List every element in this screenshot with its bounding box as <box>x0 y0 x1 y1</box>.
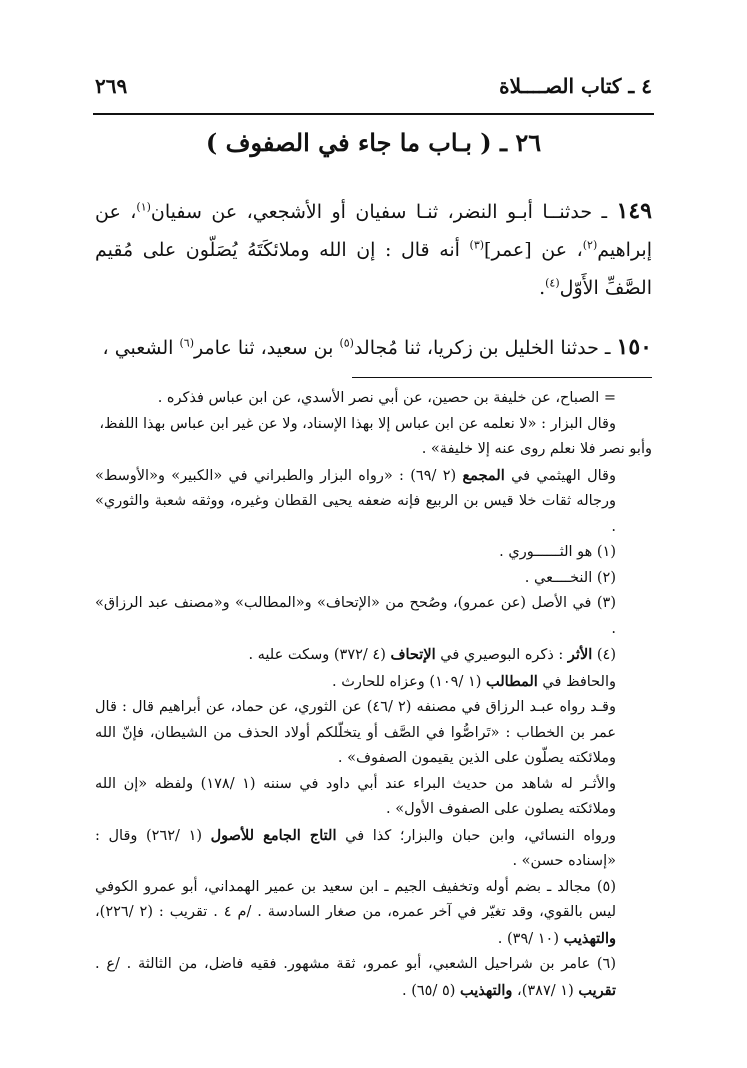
footnote-ref: (١) <box>136 200 151 214</box>
footnote-bazzar: وقال البزار : «لا نعلمه عن ابن عباس إلا بهذا الإسناد، ولا عن غير ابن عباس بهذا اللفظ، <box>99 415 616 432</box>
footnote-2: (٢) النخــــعي . <box>524 569 616 586</box>
footnote-4: (٤) الأثر : ذكره البوصيري في الإتحاف (٤ /٣٧٢) وسكت عليه . <box>248 646 616 663</box>
footnote-6: (٦) عامر بن شراحيل الشعبي، أبو عمرو، ثقة مشهور. فقيه فاضل، من الثالثة . /ع . تقريب (١ /٣٨٧)، والتهذيب (٥ /٦٥) . <box>95 956 616 999</box>
hadith-149: ١٤٩ ـ حدثنــا أبـو النضر، ثنـا سفيان أو الأشجعي، عن سفيان$^{(١)}$، عن إبراهيم$^{(٢)}$، عن [عمر]$^{(٣)}$ أنه قال : إن الله وملائكَتَهُ يُصَلّون على مُقيم الصَّفِّ الأَوّل$^{(٤)}$. <box>95 198 652 299</box>
footnote-ref: (٤) <box>545 276 560 290</box>
footnote-hafiz: والحافظ في المطالب (١ /١٠٩) وعزاه للحارث . <box>332 672 616 690</box>
page-header <box>95 74 652 104</box>
footnote-bazzar-cont: وأبو نصر فلا نعلم روى عنه إلا خليفة» . <box>421 441 652 457</box>
footnote-ref: (٣) <box>469 238 485 252</box>
footnote-haythami: وقال الهيثمي في المجمع (٢ /٦٩) : «رواه البزار والطبراني في «الكبير» و«الأوسط» ورجاله ثقات خلا قيس بن الربيع فإنه ضعفه يحيى القطان وغيره، ووثقه شعبة والثوري» . <box>95 466 616 535</box>
footnote-rule <box>352 377 652 378</box>
footnotes <box>95 386 652 1004</box>
running-chapter-title: ٤ ـ كتاب الصــــلاة <box>499 74 652 98</box>
footnote-nasai: ورواه النسائي، وابن حبان والبزار؛ كذا في التاج الجامع للأصول (١ /٢٦٢) وقال : «إسناده حسن» . <box>95 826 616 869</box>
footnote-1: (١) هو الثــــــوري . <box>499 544 616 560</box>
hadith-number: ١٤٩ <box>616 198 652 224</box>
footnote-5: (٥) مجالد ـ بضم أوله وتخفيف الجيم ـ ابن سعيد بن عمير الهمداني، أبو عمرو الكوفي ليس بالقوي، وقد تغيّر في آخر عمره، من صغار السادسة . /م ٤ . تقريب : (٢ /٢٢٦)، والتهذيب (١٠ /٣٩) . <box>95 878 617 947</box>
footnote-continuation: = الصباح، عن خليفة بن حصين، عن أبي نصر الأسدي، عن ابن عباس فذكره . <box>157 390 616 406</box>
footnote-ref: (٦) <box>179 336 194 350</box>
hadith-150: ١٥٠ ـ حدثنا الخليل بن زكريا، ثنا مُجالد$^{(٥)}$ بن سعيد، ثنا عامر$^{(٦)}$ الشعبي ، <box>102 334 652 360</box>
footnote-athar: والأثـر له شاهد من حديث البراء عند أبي داود في سننه (١ /١٧٨) ولفظه «إن الله وملائكته يصلون على الصفوف الأول» . <box>95 775 616 817</box>
footnote-ref: (٢) <box>582 238 598 252</box>
header-rule <box>93 113 654 115</box>
page-number: ٢٦٩ <box>95 74 128 98</box>
footnote-3: (٣) في الأصل (عن عمرو)، وصُحح من «الإتحاف» و«المطالب» و«مصنف عبد الرزاق» . <box>95 595 616 637</box>
chapter-title: ٢٦ ـ ( بـاب ما جاء في الصفوف ) <box>205 128 542 157</box>
footnote-ref: (٥) <box>339 336 354 350</box>
hadith-number: ١٥٠ <box>616 334 652 360</box>
footnote-abdrazzaq: وقـد رواه عبـد الرزاق في مصنفه (٢ /٤٦) عن الثوري، عن حماد، عن أبراهيم قال : قال عمر بن الخطاب : «تَراصُّوا في الصَّف أو يتخلّلكم أولاد الحذف من الشيطان، فإنّ الله وملائكته يصلّون على الذين يقيمون الصفوف» . <box>95 699 616 766</box>
